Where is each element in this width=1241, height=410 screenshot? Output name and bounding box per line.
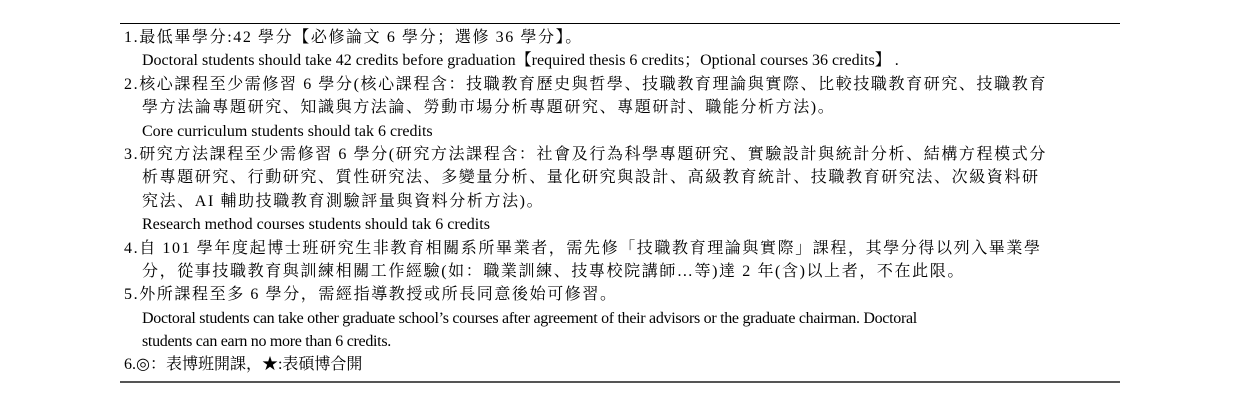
note-5-zh: 5.外所課程至多 6 學分，需經指導教授或所長同意後始可修習。 xyxy=(124,286,618,304)
note-2-zh-line1: 2.核心課程至少需修習 6 學分(核心課程含：技職教育歷史與哲學、技職教育理論與實際、比較技職教育研究、技職教育 xyxy=(124,75,1047,93)
note-3-en: Research method courses students should tak 6 credits xyxy=(142,216,490,234)
note-2-en: Core curriculum students should tak 6 credits xyxy=(142,122,433,140)
notes-list xyxy=(124,26,1120,377)
note-4-zh-line2: 分，從事技職教育與訓練相關工作經驗(如：職業訓練、技專校院講師…等)達 2 年(含)以上者，不在此限。 xyxy=(142,262,965,280)
note-4-zh-line1: 4.自 101 學年度起博士班研究生非教育相關系所畢業者，需先修「技職教育理論與實際」課程，其學分得以列入畢業學 xyxy=(124,239,1042,257)
note-3-zh-line2: 析專題研究、行動研究、質性研究法、多變量分析、量化研究與設計、高級教育統計、技職教育研究法、次級資料研 xyxy=(142,169,1040,187)
note-1-en: Doctoral students should take 42 credits before graduation【required thesis 6 credits；Optional courses 36 credits】 . xyxy=(142,52,899,70)
note-2-zh-line2: 學方法論專題研究、知識與方法論、勞動市場分析專題研究、專題研討、職能分析方法)。 xyxy=(142,99,836,117)
notes-section xyxy=(120,23,1120,383)
note-6-legend: 6.◎：表博班開課，★:表碩博合開 xyxy=(124,356,363,374)
note-3-zh-line3: 究法、AI 輔助技職教育測驗評量與資料分析方法)。 xyxy=(142,192,545,210)
note-1-zh: 1.最低畢學分:42 學分【必修論文 6 學分；選修 36 學分】。 xyxy=(124,29,583,46)
note-5-en-line2: students can earn no more than 6 credits. xyxy=(142,333,391,351)
note-5-en-line1: Doctoral students can take other graduate school’s courses after agreement of their advisors or the graduate chairman. Doctoral xyxy=(142,309,917,327)
note-3-zh-line1: 3.研究方法課程至少需修習 6 學分(研究方法課程含：社會及行為科學專題研究、實驗設計與統計分析、結構方程模式分 xyxy=(124,145,1047,163)
